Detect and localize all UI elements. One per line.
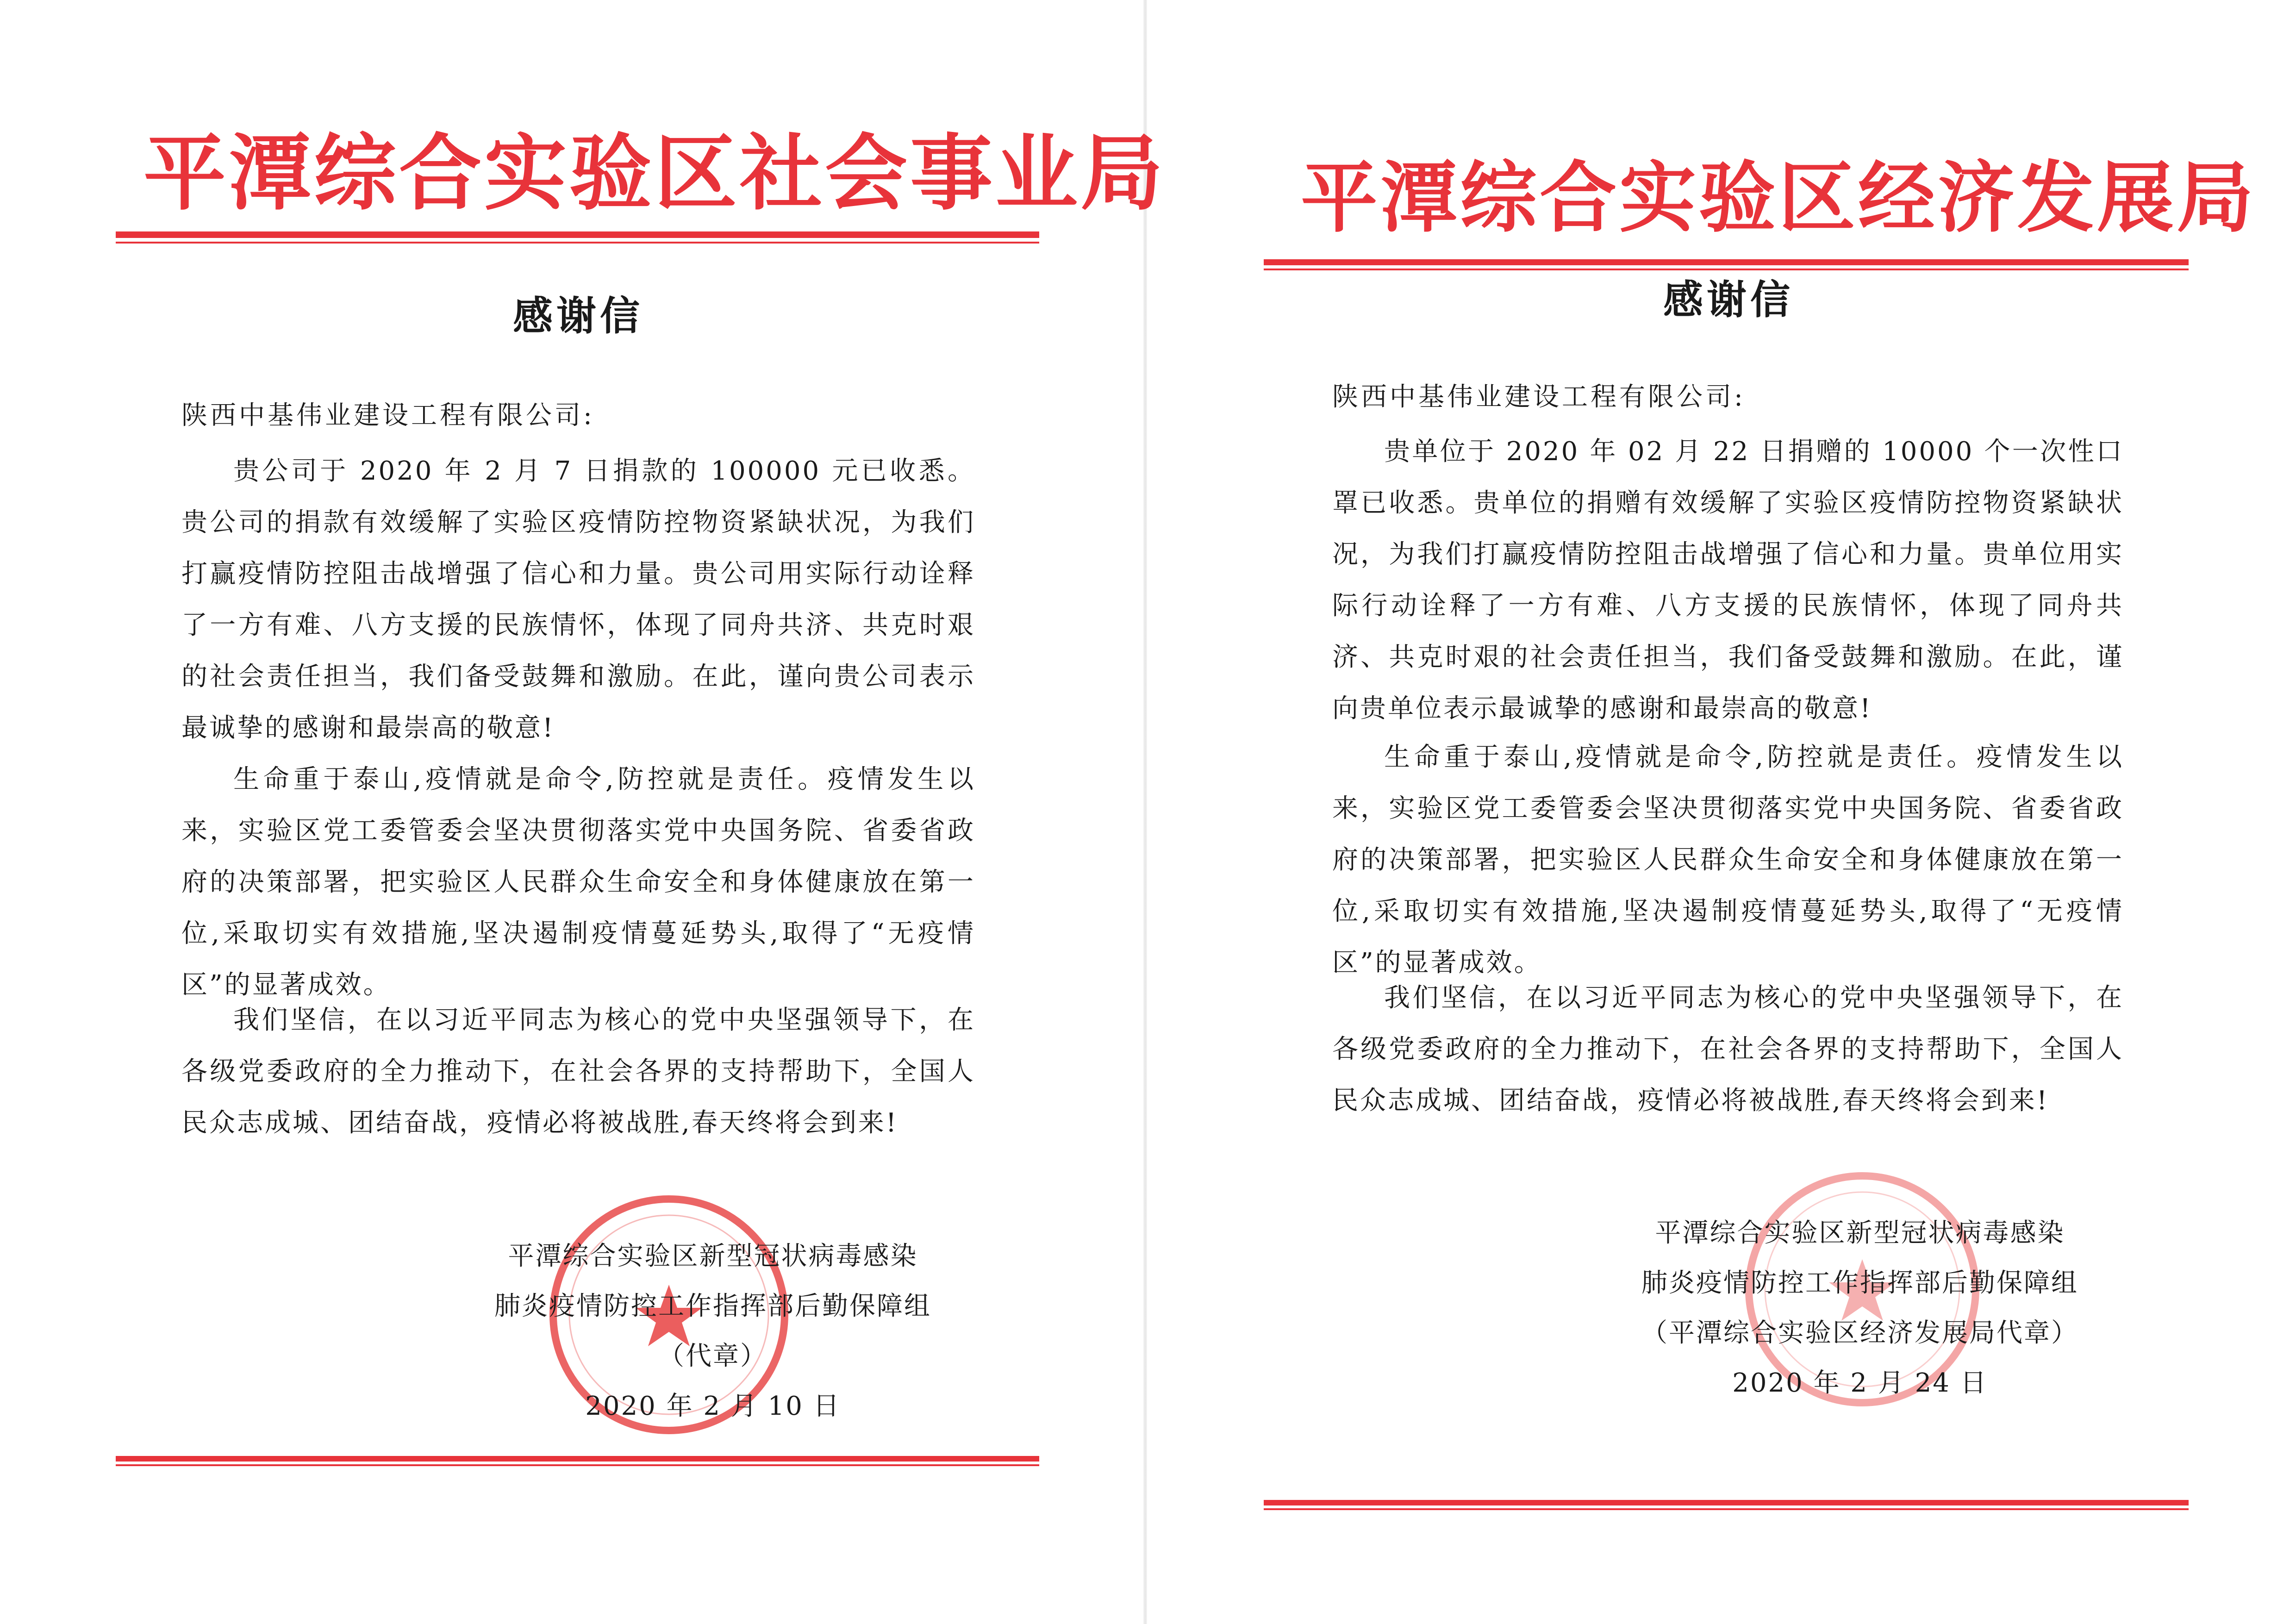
signature-line-2: 肺炎疫情防控工作指挥部后勤保障组 [494,1291,931,1321]
signature-block [1554,1208,2165,1408]
footer-rule-thin [116,1464,1039,1466]
letter-title: 感谢信 [513,293,643,339]
paragraph-2: 生命重于泰山,疫情就是命令,防控就是责任。疫情发生以来，实验区党工委管委会坚决贯彻落实党中央国务院、省委省政府的决策部署，把实验区人民群众生命安全和身体健康放在第一位,采取切实有效措施,坚决遏制疫情蔓延势头,取得了“无疫情区”的显著成效。 [1332,742,2124,978]
letterhead-rule-thick [1264,259,2189,265]
paragraph-3: 我们坚信，在以习近平同志为核心的党中央坚强领导下，在各级党委政府的全力推动下，在社会各界的支持帮助下，全国人民众志成城、团结奋战，疫情必将被战胜,春天终将会到来! [1332,983,2124,1116]
signature-block [417,1231,1009,1431]
paragraph-3: 我们坚信，在以习近平同志为核心的党中央坚强领导下，在各级党委政府的全力推动下，在社会各界的支持帮助下，全国人民众志成城、团结奋战，疫情必将被战胜,春天终将会到来! [181,1005,975,1138]
letterhead-title: 平潭综合实验区经济发展局 [1301,153,2256,243]
signature-line-2: 肺炎疫情防控工作指挥部后勤保障组 [1641,1268,2078,1298]
addressee: 陕西中基伟业建设工程有限公司: [181,400,595,431]
footer-rule-thick [116,1456,1039,1462]
letterhead-rule-thick [116,231,1039,238]
letterhead-rule-thin [116,242,1039,244]
addressee: 陕西中基伟业建设工程有限公司: [1332,382,1746,412]
signature-line-1: 平潭综合实验区新型冠状病毒感染 [1655,1218,2065,1248]
signature-line-1: 平潭综合实验区新型冠状病毒感染 [508,1241,918,1271]
letter-right [1147,0,2296,1624]
signature-date: 2020 年 2 月 10 日 [585,1391,841,1421]
letterhead-title: 平潭综合实验区社会事业局 [144,125,1166,221]
letterhead-rule-thin [1264,269,2189,270]
signature-date: 2020 年 2 月 24 日 [1732,1368,1988,1398]
signature-line-3: （平潭综合实验区经济发展局代章） [1641,1318,2078,1348]
letter-title: 感谢信 [1663,276,1794,323]
paragraph-2: 生命重于泰山,疫情就是命令,防控就是责任。疫情发生以来，实验区党工委管委会坚决贯彻落实党中央国务院、省委省政府的决策部署，把实验区人民群众生命安全和身体健康放在第一位,采取切实有效措施,坚决遏制疫情蔓延势头,取得了“无疫情区”的显著成效。 [181,764,975,1000]
paragraph-1: 贵公司于 2020 年 2 月 7 日捐款的 100000 元已收悉。贵公司的捐款有效缓解了实验区疫情防控物资紧缺状况，为我们打赢疫情防控阻击战增强了信心和力量。贵公司用实际行动诠释了一方有难、八方支援的民族情怀，体现了同舟共济、共克时艰的社会责任担当，我们备受鼓舞和激励。在此，谨向贵公司表示最诚挚的感谢和最崇高的敬意! [181,456,976,743]
signature-line-3: （代章） [658,1341,767,1371]
paragraph-1: 贵单位于 2020 年 02 月 22 日捐赠的 10000 个一次性口罩已收悉。贵单位的捐赠有效缓解了实验区疫情防控物资紧缺状况，为我们打赢疫情防控阻击战增强了信心和力量。贵单位用实际行动诠释了一方有难、八方支援的民族情怀，体现了同舟共济、共克时艰的社会责任担当，我们备受鼓舞和激励。在此，谨向贵单位表示最诚挚的感谢和最崇高的敬意! [1332,437,2124,724]
page-fold [1143,0,1147,1624]
footer-rule-thick [1264,1500,2189,1505]
footer-rule-thin [1264,1508,2189,1510]
